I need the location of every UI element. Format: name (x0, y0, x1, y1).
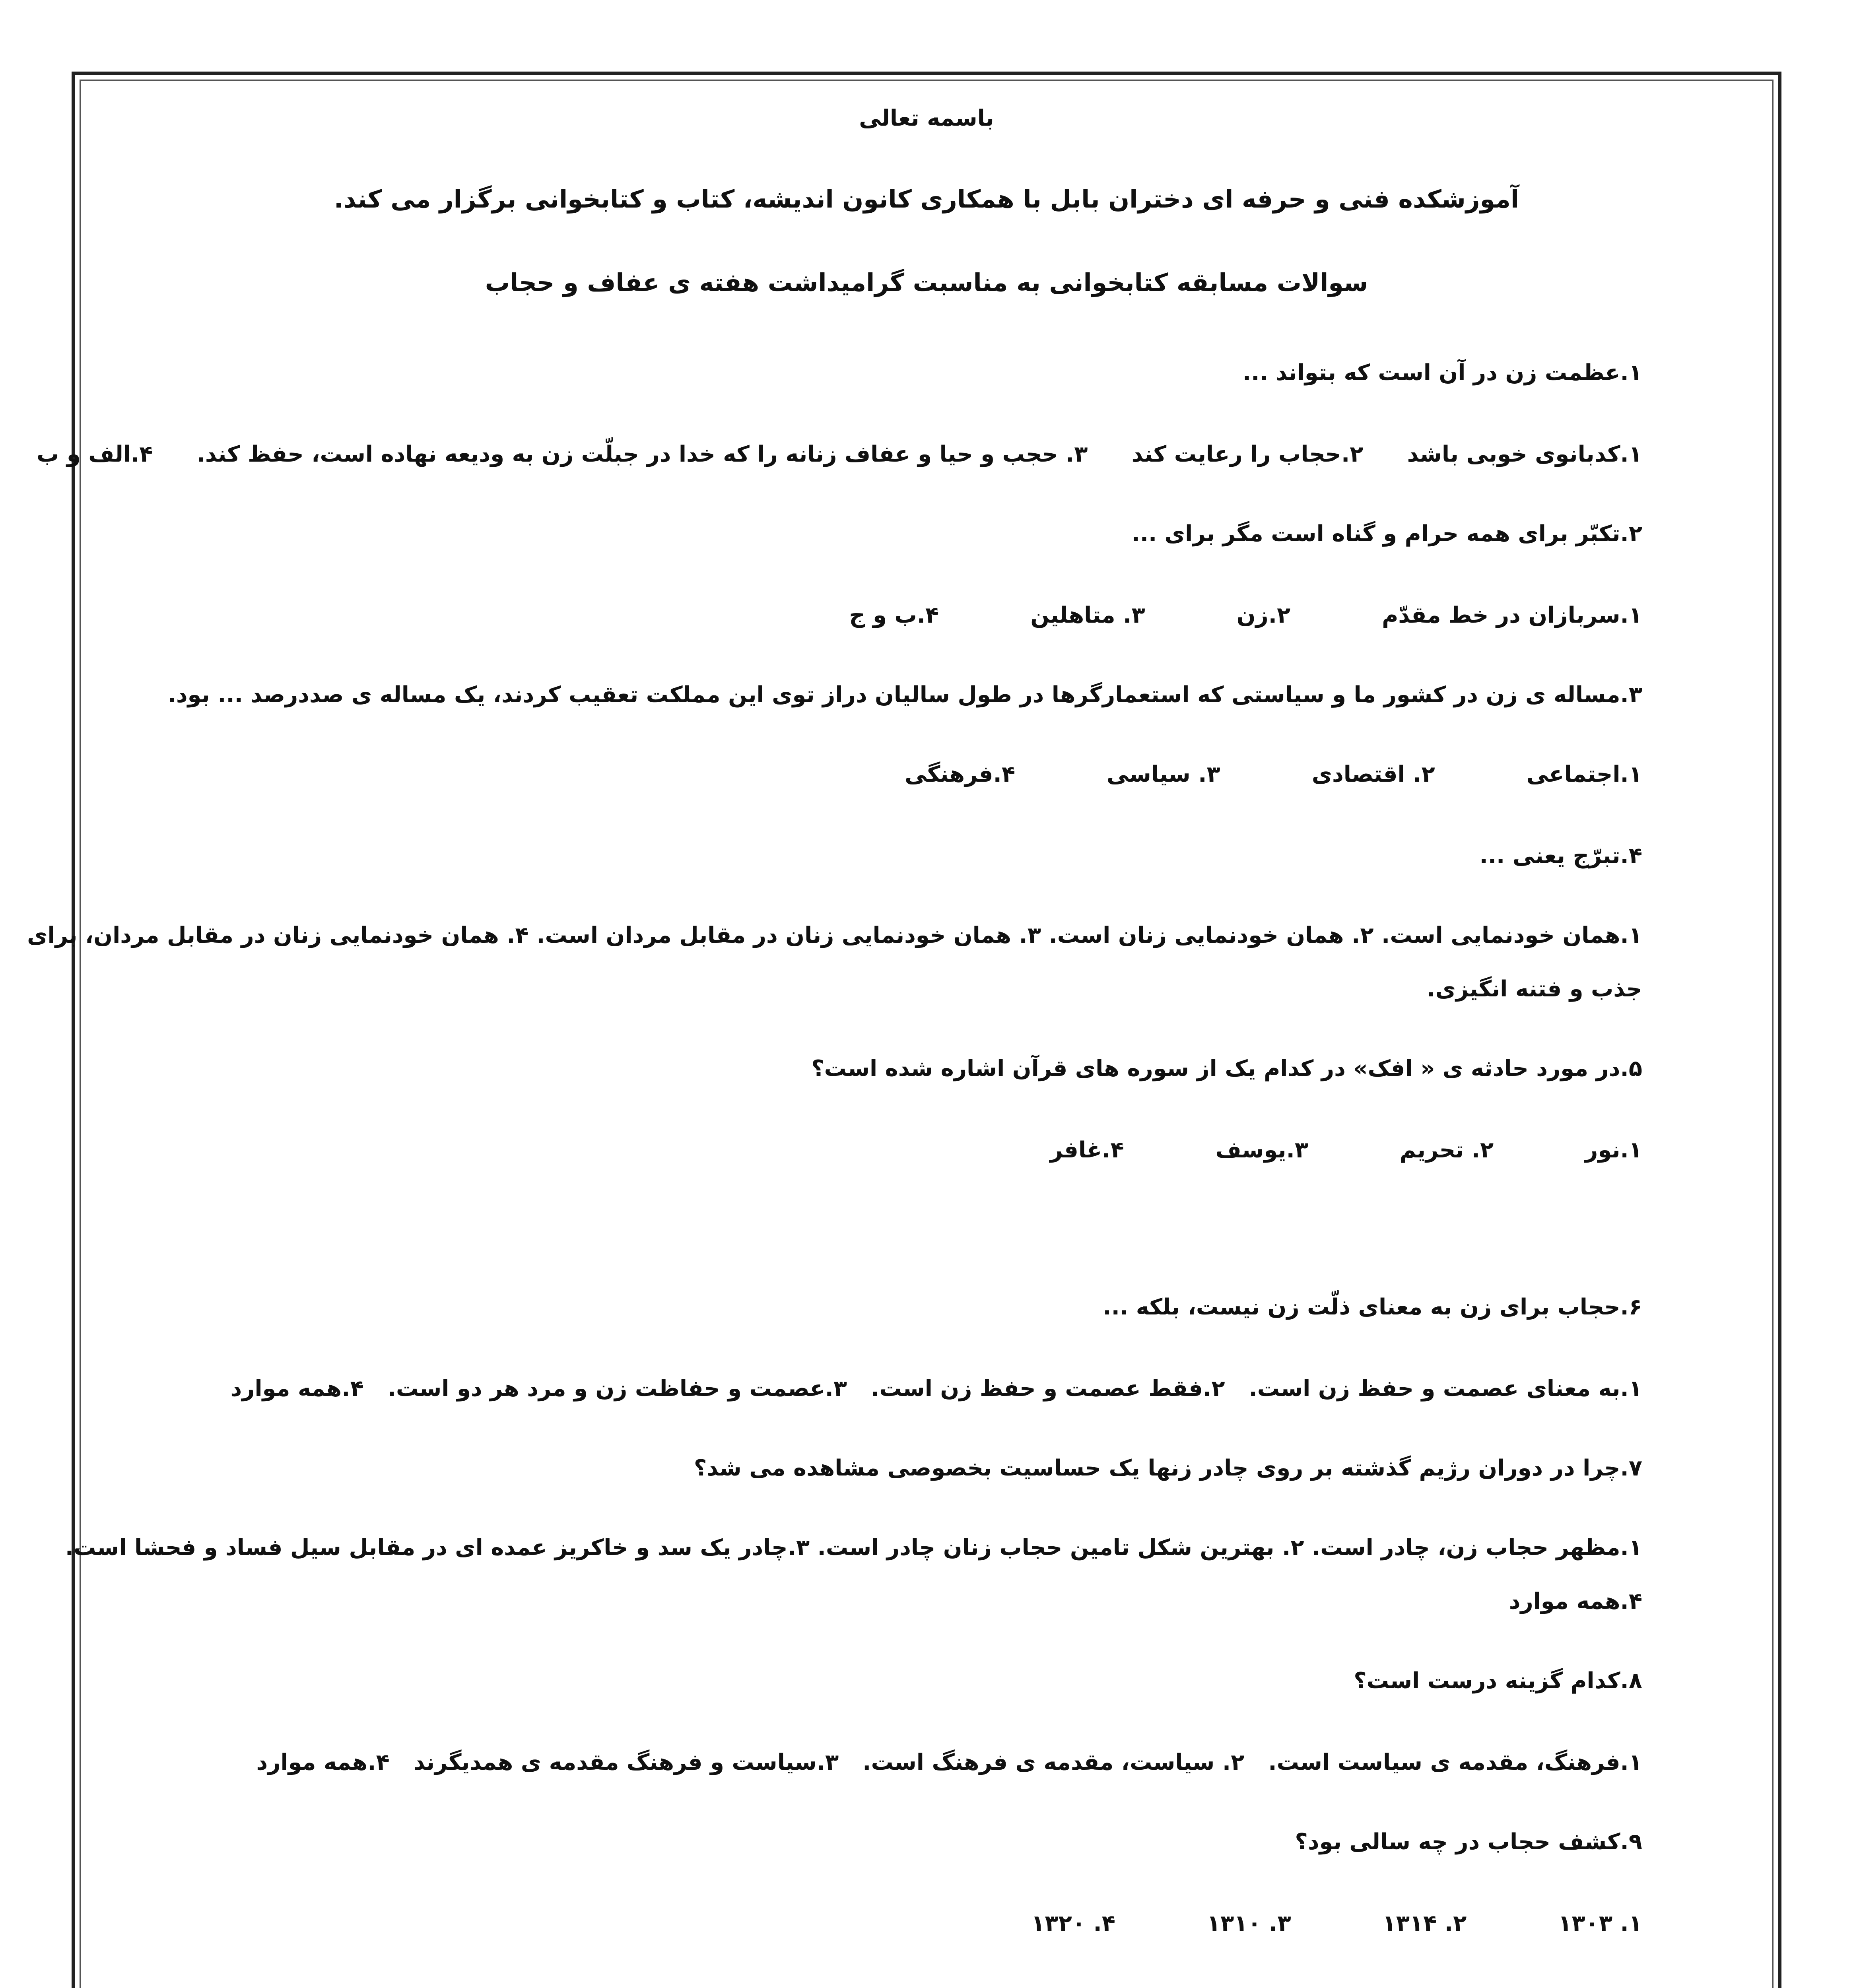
q9-option-3: ۳. ۱۳۱۰ (1206, 1910, 1291, 1936)
question-7: ۷.چرا در دوران رژیم گذشته بر روی چادر زنها یک حساسیت بخصوصی مشاهده می شد؟ (693, 1455, 1642, 1481)
q6-option-3: ۳.عصمت و حفاظت زن و مرد هر دو است. (387, 1376, 847, 1402)
q5-option-3: ۳.یوسف (1215, 1137, 1309, 1163)
question-1: ۱.عظمت زن در آن است که بتواند ... (1242, 360, 1642, 386)
document-title: سوالات مسابقه کتابخوانی به مناسبت گرامیداشت هفته ی عفاف و حجاب (485, 268, 1368, 297)
question-3-options (905, 763, 1642, 786)
q6-option-2: ۲.فقط عصمت و حفظ زن است. (871, 1376, 1225, 1402)
q5-option-1: ۱.نور (1585, 1137, 1642, 1163)
q6-option-4: ۴.همه موارد (230, 1376, 364, 1402)
q2-option-1: ۱.سربازان در خط مقدّم (1382, 602, 1642, 628)
q8-option-1: ۱.فرهنگ، مقدمه ی سیاست است. (1268, 1749, 1642, 1775)
document-page (27, 80, 1774, 1988)
question-1-options (37, 443, 1642, 466)
q9-option-1: ۱. ۱۳۰۳ (1558, 1910, 1642, 1936)
q2-option-4: ۴.ب و ج (849, 602, 939, 628)
q8-option-4: ۴.همه موارد (256, 1749, 390, 1775)
question-3: ۳.مساله ی زن در کشور ما و سیاستی که استعمارگرها در طول سالیان دراز توی این مملکت تعقیب کردند، یک مساله ی صددرصد ... بود. (167, 682, 1642, 708)
question-2: ۲.تکبّر برای همه حرام و گناه است مگر برای ... (1131, 521, 1642, 547)
q3-option-3: ۳. سیاسی (1107, 761, 1220, 787)
q2-option-3: ۳. متاهلین (1030, 602, 1145, 628)
q1-option-2: ۲.حجاب را رعایت کند (1131, 441, 1364, 467)
q3-option-2: ۲. اقتصادی (1311, 761, 1435, 787)
bismillah-heading: باسمه تعالی (859, 105, 994, 131)
question-4-options-line-2: جذب و فتنه انگیزی. (1427, 976, 1642, 1002)
organizer-line: آموزشکده فنی و حرفه ای دختران بابل با همکاری کانون اندیشه، کتاب و کتابخوانی برگزار می کند. (334, 184, 1519, 214)
q5-option-4: ۴.غافر (1050, 1137, 1124, 1163)
question-6-options (231, 1378, 1643, 1400)
question-5: ۵.در مورد حادثه ی « افک» در کدام یک از سوره های قرآن اشاره شده است؟ (811, 1056, 1642, 1081)
question-4-options-line-1: ۱.همان خودنمایی است. ۲. همان خودنمایی زنان است. ۳. همان خودنمایی زنان در مقابل مردان است. ۴. همان خودنمایی زنان در مقابل مردان، برای (27, 922, 1642, 948)
question-7-options-line-2: ۴.همه موارد (1509, 1588, 1642, 1614)
question-4: ۴.تبرّج یعنی ... (1479, 843, 1642, 869)
q1-option-4: ۴.الف و ب (37, 441, 153, 467)
q2-option-2: ۲.زن (1236, 602, 1291, 628)
q8-option-3: ۳.سیاست و فرهنگ مقدمه ی همدیگرند (413, 1749, 839, 1775)
q9-option-2: ۲. ۱۳۱۴ (1382, 1910, 1467, 1936)
q6-option-1: ۱.به معنای عصمت و حفظ زن است. (1249, 1376, 1642, 1402)
question-6: ۶.حجاب برای زن به معنای ذلّت زن نیست، بلکه ... (1103, 1294, 1642, 1320)
q9-option-4: ۴. ۱۳۲۰ (1031, 1910, 1115, 1936)
question-2-options (849, 604, 1642, 627)
q5-option-2: ۲. تحریم (1400, 1137, 1494, 1163)
question-8-options (256, 1751, 1642, 1774)
question-7-options-line-1: ۱.مظهر حجاب زن، چادر است. ۲. بهترین شکل تامین حجاب زنان چادر است. ۳.چادر یک سد و خاکریز عمده ای در مقابل سیل فساد و فحشا است. (65, 1535, 1642, 1561)
q8-option-2: ۲. سیاست، مقدمه ی فرهنگ است. (862, 1749, 1245, 1775)
q1-option-1: ۱.کدبانوی خوبی باشد (1407, 441, 1642, 467)
question-5-options (1050, 1139, 1642, 1161)
q3-option-1: ۱.اجتماعی (1526, 761, 1642, 787)
question-9: ۹.کشف حجاب در چه سالی بود؟ (1295, 1829, 1642, 1855)
q3-option-4: ۴.فرهنگی (905, 761, 1016, 787)
question-9-options (1031, 1912, 1642, 1935)
question-8: ۸.کدام گزینه درست است؟ (1354, 1668, 1642, 1694)
q1-option-3: ۳. حجب و حیا و عفاف زنانه را که خدا در جبلّت زن به ودیعه نهاده است، حفظ کند. (196, 441, 1088, 467)
